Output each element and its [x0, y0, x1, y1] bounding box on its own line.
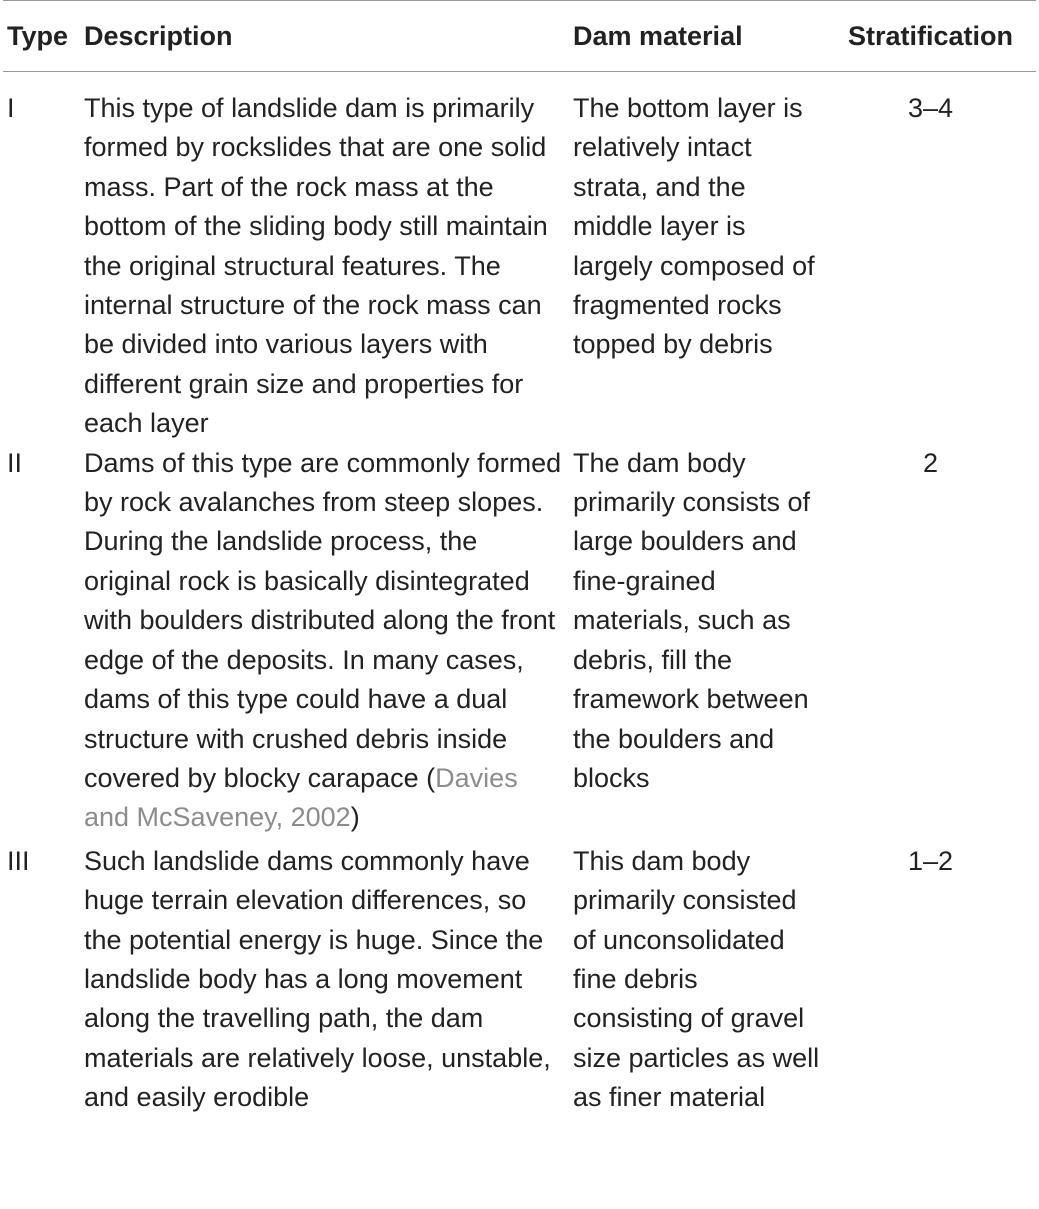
table-body [3, 72, 1036, 1118]
header-type: Type [7, 20, 69, 51]
stratification-cell: 1–2 [907, 845, 954, 876]
header-description: Description [84, 20, 233, 51]
description-cell [80, 444, 569, 838]
stratification-cell: 3–4 [907, 93, 954, 123]
type-cell: I [7, 93, 15, 123]
stratification-cell: 2 [922, 447, 939, 478]
description-text: Dams of this type are commonly formed by rock avalanches from steep slopes. During the landslide process, the original rock is basically disintegrated with boulders distributed along the front edge of the deposits. In many cases, dams of this type could have a dual structure with crushed debris inside covered by blocky carapace ( [84, 447, 562, 793]
table-row [3, 72, 1036, 444]
header-row [3, 1, 1036, 72]
table-row [3, 838, 1036, 1118]
type-cell: III [7, 845, 30, 876]
description-tail: ) [350, 802, 360, 833]
dam-material-cell: The dam body primarily consists of large boulders and fine-grained materials, such as debris, fill the framework between the boulders and blocks [573, 447, 811, 793]
header-stratification: Stratification [847, 20, 1014, 51]
dam-material-cell: This dam body primarily consisted of unconsolidated fine debris consisting of gravel size particles as well as finer material [573, 845, 820, 1113]
description-cell [80, 838, 569, 1118]
landslide-dam-table-container [3, 0, 1036, 1118]
table-row [3, 444, 1036, 838]
description-text: Such landslide dams commonly have huge terrain elevation differences, so the potential energy is huge. Since the landslide body has a long movement along the travelling path, the dam materials are relatively loose, unstable, and easily erodible [84, 845, 551, 1113]
type-cell: II [7, 447, 23, 478]
description-text: This type of landslide dam is primarily formed by rockslides that are one solid mass. Part of the rock mass at the bottom of the sliding body still maintain the original structural features. The internal structure of the rock mass can be divided into various layers with different grain size and properties for each layer [84, 93, 548, 439]
dam-material-cell: The bottom layer is relatively intact strata, and the middle layer is largely composed of fragmented rocks topped by debris [573, 93, 815, 360]
citation-link[interactable]: Davies and McSaveney, 2002 [84, 762, 518, 833]
table-header [3, 1, 1036, 72]
description-cell [80, 72, 569, 444]
header-dam-material: Dam material [573, 20, 743, 51]
landslide-dam-types-table [3, 0, 1036, 1118]
